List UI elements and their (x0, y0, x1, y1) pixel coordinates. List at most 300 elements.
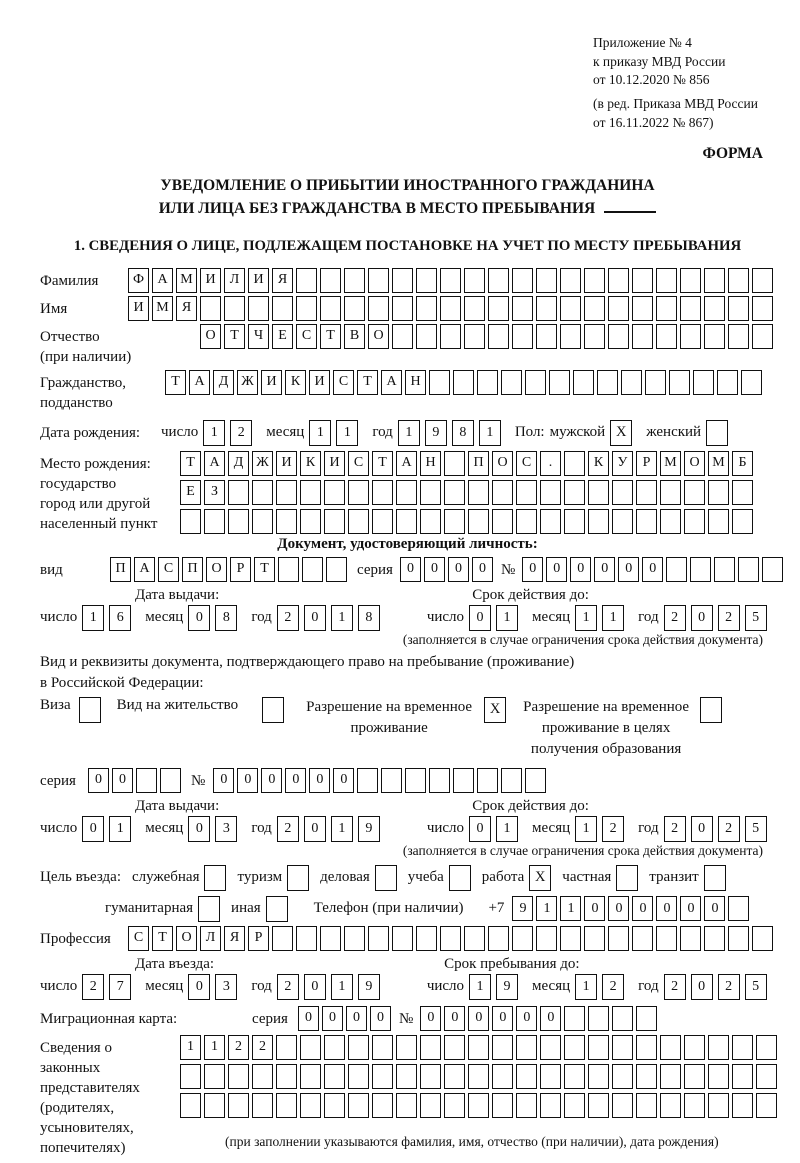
char-cell[interactable]: Т (357, 370, 378, 395)
char-cell[interactable]: О (684, 451, 705, 476)
char-cell[interactable]: 2 (82, 974, 104, 1000)
char-cell[interactable] (636, 1064, 657, 1089)
char-cell[interactable] (300, 1035, 321, 1060)
char-cell[interactable]: 0 (188, 816, 210, 842)
entry-day[interactable] (82, 974, 131, 1000)
char-cell[interactable] (477, 370, 498, 395)
char-cell[interactable]: 0 (704, 896, 725, 921)
purpose-tourism-checkbox[interactable] (287, 865, 309, 891)
char-cell[interactable] (488, 926, 509, 951)
char-cell[interactable] (762, 557, 783, 582)
residence-expiry-month[interactable] (575, 816, 624, 842)
residence-expiry-year[interactable] (664, 816, 767, 842)
migration-series-cells[interactable] (298, 1006, 391, 1031)
char-cell[interactable] (453, 768, 474, 793)
char-cell[interactable] (512, 926, 533, 951)
char-cell[interactable] (372, 1035, 393, 1060)
char-cell[interactable]: К (300, 451, 321, 476)
char-cell[interactable]: О (368, 324, 389, 349)
char-cell[interactable]: 0 (492, 1006, 513, 1031)
char-cell[interactable] (512, 324, 533, 349)
char-cell[interactable] (224, 296, 245, 321)
char-cell[interactable] (276, 480, 297, 505)
char-cell[interactable]: 0 (618, 557, 639, 582)
char-cell[interactable]: 0 (188, 974, 210, 1000)
char-cell[interactable] (396, 1093, 417, 1118)
char-cell[interactable] (636, 480, 657, 505)
char-cell[interactable]: 0 (632, 896, 653, 921)
char-cell[interactable]: 0 (298, 1006, 319, 1031)
char-cell[interactable] (296, 268, 317, 293)
char-cell[interactable] (488, 268, 509, 293)
char-cell[interactable] (392, 296, 413, 321)
char-cell[interactable]: И (248, 268, 269, 293)
char-cell[interactable] (564, 1064, 585, 1089)
char-cell[interactable] (276, 1035, 297, 1060)
char-cell[interactable] (372, 1064, 393, 1089)
char-cell[interactable]: 0 (346, 1006, 367, 1031)
char-cell[interactable]: 0 (444, 1006, 465, 1031)
char-cell[interactable]: З (204, 480, 225, 505)
char-cell[interactable] (252, 480, 273, 505)
char-cell[interactable]: 9 (358, 816, 380, 842)
char-cell[interactable]: В (344, 324, 365, 349)
char-cell[interactable] (684, 509, 705, 534)
char-cell[interactable] (278, 557, 299, 582)
char-cell[interactable] (344, 296, 365, 321)
char-cell[interactable]: 0 (88, 768, 109, 793)
char-cell[interactable] (732, 1093, 753, 1118)
char-cell[interactable]: 9 (512, 896, 533, 921)
char-cell[interactable] (512, 296, 533, 321)
firstname-cells[interactable] (128, 296, 773, 321)
char-cell[interactable] (501, 370, 522, 395)
char-cell[interactable]: 1 (203, 420, 225, 446)
char-cell[interactable] (597, 370, 618, 395)
char-cell[interactable]: . (540, 451, 561, 476)
char-cell[interactable] (300, 480, 321, 505)
char-cell[interactable] (302, 557, 323, 582)
citizenship-cells[interactable] (165, 370, 762, 395)
char-cell[interactable]: Я (176, 296, 197, 321)
char-cell[interactable] (348, 1093, 369, 1118)
char-cell[interactable]: 0 (82, 816, 104, 842)
char-cell[interactable] (468, 480, 489, 505)
char-cell[interactable]: С (348, 451, 369, 476)
char-cell[interactable] (204, 509, 225, 534)
char-cell[interactable]: Е (272, 324, 293, 349)
char-cell[interactable] (584, 926, 605, 951)
char-cell[interactable] (680, 268, 701, 293)
char-cell[interactable] (296, 926, 317, 951)
char-cell[interactable] (564, 509, 585, 534)
char-cell[interactable]: 0 (237, 768, 258, 793)
char-cell[interactable]: А (204, 451, 225, 476)
phone-cells[interactable] (512, 896, 749, 921)
char-cell[interactable] (396, 1064, 417, 1089)
char-cell[interactable]: 1 (331, 816, 353, 842)
char-cell[interactable]: 0 (584, 896, 605, 921)
char-cell[interactable] (444, 1064, 465, 1089)
surname-cells[interactable] (128, 268, 773, 293)
char-cell[interactable]: Ж (237, 370, 258, 395)
char-cell[interactable] (348, 480, 369, 505)
char-cell[interactable]: Т (254, 557, 275, 582)
residence-issue-day[interactable] (82, 816, 131, 842)
char-cell[interactable]: 1 (82, 605, 104, 631)
char-cell[interactable]: А (152, 268, 173, 293)
char-cell[interactable]: И (276, 451, 297, 476)
char-cell[interactable] (492, 1064, 513, 1089)
char-cell[interactable] (564, 1093, 585, 1118)
char-cell[interactable]: 1 (204, 1035, 225, 1060)
char-cell[interactable] (324, 1093, 345, 1118)
char-cell[interactable] (276, 1064, 297, 1089)
char-cell[interactable]: 5 (745, 974, 767, 1000)
visa-checkbox[interactable] (79, 697, 101, 723)
char-cell[interactable]: 2 (228, 1035, 249, 1060)
char-cell[interactable]: Т (180, 451, 201, 476)
char-cell[interactable] (444, 509, 465, 534)
char-cell[interactable] (656, 324, 677, 349)
char-cell[interactable]: 6 (109, 605, 131, 631)
char-cell[interactable] (612, 1064, 633, 1089)
char-cell[interactable] (708, 480, 729, 505)
identity-issue-year[interactable] (277, 605, 380, 631)
char-cell[interactable]: 5 (745, 605, 767, 631)
residence-series-cells[interactable] (88, 768, 181, 793)
char-cell[interactable] (636, 1006, 657, 1031)
char-cell[interactable] (588, 1035, 609, 1060)
char-cell[interactable] (708, 509, 729, 534)
char-cell[interactable] (704, 926, 725, 951)
char-cell[interactable] (444, 1093, 465, 1118)
char-cell[interactable]: 1 (309, 420, 331, 446)
char-cell[interactable]: 1 (469, 974, 491, 1000)
entry-month[interactable] (188, 974, 237, 1000)
char-cell[interactable] (272, 296, 293, 321)
char-cell[interactable] (368, 268, 389, 293)
residence-issue-year[interactable] (277, 816, 380, 842)
char-cell[interactable]: 0 (213, 768, 234, 793)
purpose-official-checkbox[interactable] (204, 865, 226, 891)
char-cell[interactable]: 0 (522, 557, 543, 582)
char-cell[interactable] (392, 926, 413, 951)
char-cell[interactable] (660, 1064, 681, 1089)
char-cell[interactable] (252, 1064, 273, 1089)
birthplace-row1-cells[interactable] (180, 451, 753, 476)
char-cell[interactable]: 0 (468, 1006, 489, 1031)
char-cell[interactable]: Я (224, 926, 245, 951)
char-cell[interactable] (326, 557, 347, 582)
purpose-work-checkbox[interactable]: X (529, 865, 551, 891)
char-cell[interactable] (252, 509, 273, 534)
char-cell[interactable] (660, 1093, 681, 1118)
char-cell[interactable]: Т (165, 370, 186, 395)
char-cell[interactable] (501, 768, 522, 793)
char-cell[interactable] (492, 1035, 513, 1060)
char-cell[interactable] (588, 509, 609, 534)
char-cell[interactable]: 1 (560, 896, 581, 921)
char-cell[interactable] (752, 926, 773, 951)
char-cell[interactable]: Т (372, 451, 393, 476)
char-cell[interactable]: 1 (109, 816, 131, 842)
char-cell[interactable]: 9 (358, 974, 380, 1000)
char-cell[interactable]: 8 (215, 605, 237, 631)
stay-year[interactable] (664, 974, 767, 1000)
char-cell[interactable] (416, 926, 437, 951)
char-cell[interactable] (512, 268, 533, 293)
char-cell[interactable] (680, 324, 701, 349)
char-cell[interactable] (728, 324, 749, 349)
char-cell[interactable] (324, 1064, 345, 1089)
char-cell[interactable]: 0 (594, 557, 615, 582)
stay-month[interactable] (575, 974, 624, 1000)
char-cell[interactable]: Н (405, 370, 426, 395)
char-cell[interactable] (429, 768, 450, 793)
char-cell[interactable] (560, 296, 581, 321)
char-cell[interactable]: 0 (472, 557, 493, 582)
char-cell[interactable] (324, 1035, 345, 1060)
char-cell[interactable] (525, 768, 546, 793)
char-cell[interactable] (564, 451, 585, 476)
char-cell[interactable]: 5 (745, 816, 767, 842)
char-cell[interactable] (636, 1035, 657, 1060)
representatives-row1-cells[interactable] (180, 1035, 777, 1060)
char-cell[interactable]: 1 (575, 816, 597, 842)
char-cell[interactable] (728, 268, 749, 293)
char-cell[interactable]: Ф (128, 268, 149, 293)
char-cell[interactable] (704, 268, 725, 293)
char-cell[interactable] (444, 1035, 465, 1060)
char-cell[interactable] (660, 509, 681, 534)
char-cell[interactable]: 0 (424, 557, 445, 582)
char-cell[interactable]: 1 (180, 1035, 201, 1060)
char-cell[interactable] (348, 1035, 369, 1060)
char-cell[interactable]: 2 (277, 974, 299, 1000)
char-cell[interactable]: 2 (602, 974, 624, 1000)
char-cell[interactable] (540, 480, 561, 505)
char-cell[interactable]: Р (636, 451, 657, 476)
identity-issue-month[interactable] (188, 605, 237, 631)
char-cell[interactable] (420, 480, 441, 505)
char-cell[interactable] (344, 926, 365, 951)
identity-number-cells[interactable] (522, 557, 783, 582)
char-cell[interactable]: С (296, 324, 317, 349)
char-cell[interactable] (564, 1035, 585, 1060)
char-cell[interactable] (560, 324, 581, 349)
char-cell[interactable] (756, 1093, 777, 1118)
char-cell[interactable]: 0 (304, 974, 326, 1000)
char-cell[interactable] (588, 1006, 609, 1031)
char-cell[interactable] (228, 1064, 249, 1089)
char-cell[interactable]: Т (320, 324, 341, 349)
char-cell[interactable] (276, 1093, 297, 1118)
char-cell[interactable]: А (134, 557, 155, 582)
char-cell[interactable] (636, 509, 657, 534)
representatives-row2-cells[interactable] (180, 1064, 777, 1089)
char-cell[interactable]: 0 (656, 896, 677, 921)
char-cell[interactable] (540, 1064, 561, 1089)
residence-issue-month[interactable] (188, 816, 237, 842)
char-cell[interactable]: 0 (261, 768, 282, 793)
purpose-private-checkbox[interactable] (616, 865, 638, 891)
char-cell[interactable]: Е (180, 480, 201, 505)
char-cell[interactable] (693, 370, 714, 395)
char-cell[interactable]: 7 (109, 974, 131, 1000)
char-cell[interactable] (372, 1093, 393, 1118)
char-cell[interactable] (690, 557, 711, 582)
char-cell[interactable] (204, 1093, 225, 1118)
char-cell[interactable] (348, 509, 369, 534)
gender-male-checkbox[interactable]: X (610, 420, 632, 446)
char-cell[interactable]: О (200, 324, 221, 349)
migration-number-cells[interactable] (420, 1006, 657, 1031)
birthplace-row2-cells[interactable] (180, 480, 753, 505)
char-cell[interactable]: Л (200, 926, 221, 951)
char-cell[interactable] (416, 296, 437, 321)
char-cell[interactable] (584, 324, 605, 349)
char-cell[interactable] (632, 296, 653, 321)
char-cell[interactable] (656, 268, 677, 293)
birth-year-cells[interactable] (398, 420, 501, 446)
char-cell[interactable] (588, 1093, 609, 1118)
char-cell[interactable]: 0 (691, 605, 713, 631)
char-cell[interactable]: Ч (248, 324, 269, 349)
char-cell[interactable] (396, 509, 417, 534)
char-cell[interactable] (468, 1035, 489, 1060)
char-cell[interactable] (732, 480, 753, 505)
char-cell[interactable] (392, 324, 413, 349)
char-cell[interactable] (396, 480, 417, 505)
purpose-humanitarian-checkbox[interactable] (198, 896, 220, 922)
char-cell[interactable] (368, 296, 389, 321)
char-cell[interactable] (464, 324, 485, 349)
char-cell[interactable] (492, 480, 513, 505)
char-cell[interactable] (444, 480, 465, 505)
char-cell[interactable] (468, 1093, 489, 1118)
char-cell[interactable] (536, 268, 557, 293)
char-cell[interactable]: 2 (277, 816, 299, 842)
char-cell[interactable]: 2 (718, 974, 740, 1000)
char-cell[interactable] (656, 926, 677, 951)
char-cell[interactable]: А (189, 370, 210, 395)
char-cell[interactable] (276, 509, 297, 534)
char-cell[interactable] (516, 480, 537, 505)
char-cell[interactable]: 0 (608, 896, 629, 921)
char-cell[interactable]: М (176, 268, 197, 293)
char-cell[interactable]: 3 (215, 816, 237, 842)
char-cell[interactable]: 2 (718, 816, 740, 842)
residence-number-cells[interactable] (213, 768, 546, 793)
char-cell[interactable] (492, 509, 513, 534)
char-cell[interactable] (444, 451, 465, 476)
purpose-business-checkbox[interactable] (375, 865, 397, 891)
char-cell[interactable] (416, 324, 437, 349)
birth-day-cells[interactable] (203, 420, 252, 446)
char-cell[interactable]: 1 (496, 605, 518, 631)
char-cell[interactable] (612, 509, 633, 534)
purpose-study-checkbox[interactable] (449, 865, 471, 891)
char-cell[interactable]: 2 (664, 605, 686, 631)
char-cell[interactable] (536, 296, 557, 321)
char-cell[interactable]: 0 (691, 974, 713, 1000)
char-cell[interactable]: Н (420, 451, 441, 476)
representatives-row3-cells[interactable] (180, 1093, 777, 1118)
char-cell[interactable] (708, 1093, 729, 1118)
char-cell[interactable] (440, 324, 461, 349)
char-cell[interactable]: Д (228, 451, 249, 476)
char-cell[interactable] (516, 1035, 537, 1060)
char-cell[interactable] (584, 296, 605, 321)
char-cell[interactable] (420, 509, 441, 534)
char-cell[interactable]: И (309, 370, 330, 395)
stay-day[interactable] (469, 974, 518, 1000)
char-cell[interactable] (440, 926, 461, 951)
char-cell[interactable]: И (261, 370, 282, 395)
char-cell[interactable] (756, 1064, 777, 1089)
char-cell[interactable]: Т (152, 926, 173, 951)
char-cell[interactable] (420, 1035, 441, 1060)
char-cell[interactable]: 0 (680, 896, 701, 921)
char-cell[interactable] (621, 370, 642, 395)
char-cell[interactable]: 1 (479, 420, 501, 446)
char-cell[interactable] (252, 1093, 273, 1118)
char-cell[interactable]: 2 (277, 605, 299, 631)
char-cell[interactable] (564, 480, 585, 505)
char-cell[interactable]: С (516, 451, 537, 476)
char-cell[interactable]: Р (248, 926, 269, 951)
char-cell[interactable]: К (588, 451, 609, 476)
entry-year[interactable] (277, 974, 380, 1000)
char-cell[interactable] (732, 1064, 753, 1089)
char-cell[interactable] (732, 509, 753, 534)
char-cell[interactable] (405, 768, 426, 793)
char-cell[interactable] (656, 296, 677, 321)
char-cell[interactable] (684, 1064, 705, 1089)
char-cell[interactable] (468, 509, 489, 534)
char-cell[interactable] (344, 268, 365, 293)
char-cell[interactable]: 0 (546, 557, 567, 582)
char-cell[interactable] (300, 1064, 321, 1089)
char-cell[interactable] (372, 480, 393, 505)
char-cell[interactable] (420, 1064, 441, 1089)
char-cell[interactable] (666, 557, 687, 582)
char-cell[interactable]: 8 (452, 420, 474, 446)
char-cell[interactable] (573, 370, 594, 395)
char-cell[interactable]: 8 (358, 605, 380, 631)
char-cell[interactable] (516, 1064, 537, 1089)
char-cell[interactable]: П (182, 557, 203, 582)
char-cell[interactable] (738, 557, 759, 582)
char-cell[interactable] (708, 1064, 729, 1089)
char-cell[interactable] (540, 509, 561, 534)
char-cell[interactable] (752, 268, 773, 293)
char-cell[interactable] (632, 268, 653, 293)
char-cell[interactable] (488, 324, 509, 349)
char-cell[interactable] (180, 1093, 201, 1118)
char-cell[interactable] (732, 1035, 753, 1060)
char-cell[interactable]: У (612, 451, 633, 476)
char-cell[interactable] (204, 1064, 225, 1089)
char-cell[interactable]: 1 (602, 605, 624, 631)
char-cell[interactable] (741, 370, 762, 395)
char-cell[interactable]: Т (224, 324, 245, 349)
char-cell[interactable]: 0 (370, 1006, 391, 1031)
gender-female-checkbox[interactable] (706, 420, 728, 446)
char-cell[interactable]: 0 (448, 557, 469, 582)
char-cell[interactable] (440, 296, 461, 321)
